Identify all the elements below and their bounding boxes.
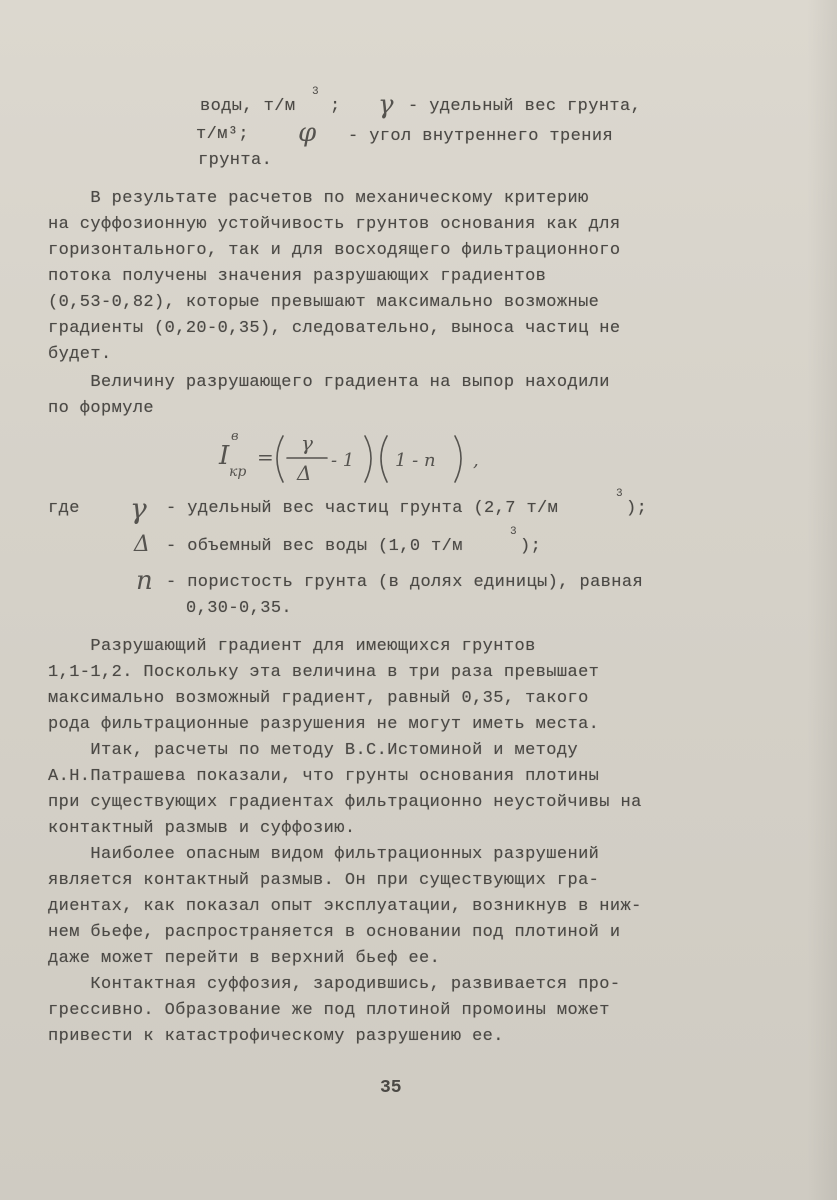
paragraph-5-line-4: нем бьефе, распространяется в основании под плотиной и [48,923,621,942]
formula-comma: , [473,450,479,471]
page-edge-shadow [807,0,837,1200]
formula-lhs: I [219,441,230,471]
line-gamma-desc: - удельный вес грунта, [408,97,642,116]
gamma-symbol: γ [378,90,394,120]
formula-lhs-subscript: кр [229,464,247,480]
formula-equals: = [257,445,274,469]
line-soil: грунта. [198,151,273,170]
paragraph-6-line-1: Контактная суффозия, зародившись, развивается про- [48,975,621,994]
formula-one-minus-n: 1 - n [395,450,436,471]
paragraph-1-line-3: горизонтального, так и для восходящего фильтрационного [48,241,621,260]
def-gamma-end: ); [626,499,648,518]
paragraph-4-line-1: Итак, расчеты по методу В.С.Истоминой и методу [48,741,579,760]
paragraph-4-line-4: контактный размыв и суффозию. [48,819,356,838]
paragraph-1-line-5: (0,53-0,82), которые превышают максимально возможные [48,293,600,312]
paragraph-4-line-3: при существующих градиентах фильтрационно неустойчивы на [48,793,642,812]
def-delta-end: ); [520,537,542,556]
left-paren-1 [277,436,283,482]
right-paren-2 [455,436,461,482]
formula-delta: Δ [297,461,312,485]
critical-gradient-formula [215,420,495,490]
left-paren-2 [381,436,387,482]
paragraph-5-line-5: даже может перейти в верхний бьеф ее. [48,949,441,968]
paragraph-1-line-1: В результате расчетов по механическому критерию [48,189,589,208]
line-phi-desc: - угол внутреннего трения [348,127,614,146]
line-semicolon: ; [330,97,341,116]
def-delta-text: - объемный вес воды (1,0 т/м [166,537,463,556]
def-delta-cube: 3 [510,526,517,538]
def-gamma-text: - удельный вес частиц грунта (2,7 т/м [166,499,559,518]
def-gamma-cube: 3 [616,488,623,500]
paragraph-1-line-2: на суффозионную устойчивость грунтов основания как для [48,215,621,234]
right-paren-1 [365,436,371,482]
paragraph-5-line-2: является контактный размыв. Он при существующих гра- [48,871,600,890]
paragraph-3-line-4: рода фильтрационные разрушения не могут иметь места. [48,715,600,734]
formula-gamma: γ [301,431,313,455]
paragraph-6-line-3: привести к катастрофическому разрушению ее. [48,1027,504,1046]
paragraph-1-line-6: градиенты (0,20-0,35), следовательно, выноса частиц не [48,319,621,338]
line-water-unit: воды, т/м [200,97,296,116]
paragraph-5-line-3: диентах, как показал опыт эксплуатации, возникнув в ниж- [48,897,642,916]
paragraph-1-line-7: будет. [48,345,112,364]
where-label: где [48,499,80,518]
paragraph-2-line-2: по формуле [48,399,155,418]
def-gamma-symbol: γ [130,492,147,525]
paragraph-3-line-2: 1,1-1,2. Поскольку эта величина в три раза превышает [48,663,600,682]
paragraph-2-line-1: Величину разрушающего градиента на выпор находили [48,373,610,392]
paragraph-5-line-1: Наиболее опасным видом фильтрационных разрушений [48,845,600,864]
phi-symbol: φ [298,118,317,148]
paragraph-3-line-1: Разрушающий градиент для имеющихся грунтов [48,637,536,656]
formula-minus-one: - 1 [331,450,355,471]
page-number: 35 [380,1078,402,1098]
paragraph-6-line-2: грессивно. Образование же под плотиной промоины может [48,1001,610,1020]
def-delta-symbol: Δ [134,532,150,557]
def-n-symbol: n [136,566,153,596]
def-n-text: - пористость грунта (в долях единицы), равная [166,573,644,592]
formula-lhs-superscript: в [231,429,239,444]
paragraph-1-line-4: потока получены значения разрушающих градиентов [48,267,547,286]
superscript-cube: 3 [312,86,319,98]
line-unit-2: т/м³; [196,125,250,144]
def-n-range: 0,30-0,35. [186,599,293,618]
paragraph-4-line-2: А.Н.Патрашева показали, что грунты основания плотины [48,767,600,786]
paragraph-3-line-3: максимально возможный градиент, равный 0,35, такого [48,689,589,708]
